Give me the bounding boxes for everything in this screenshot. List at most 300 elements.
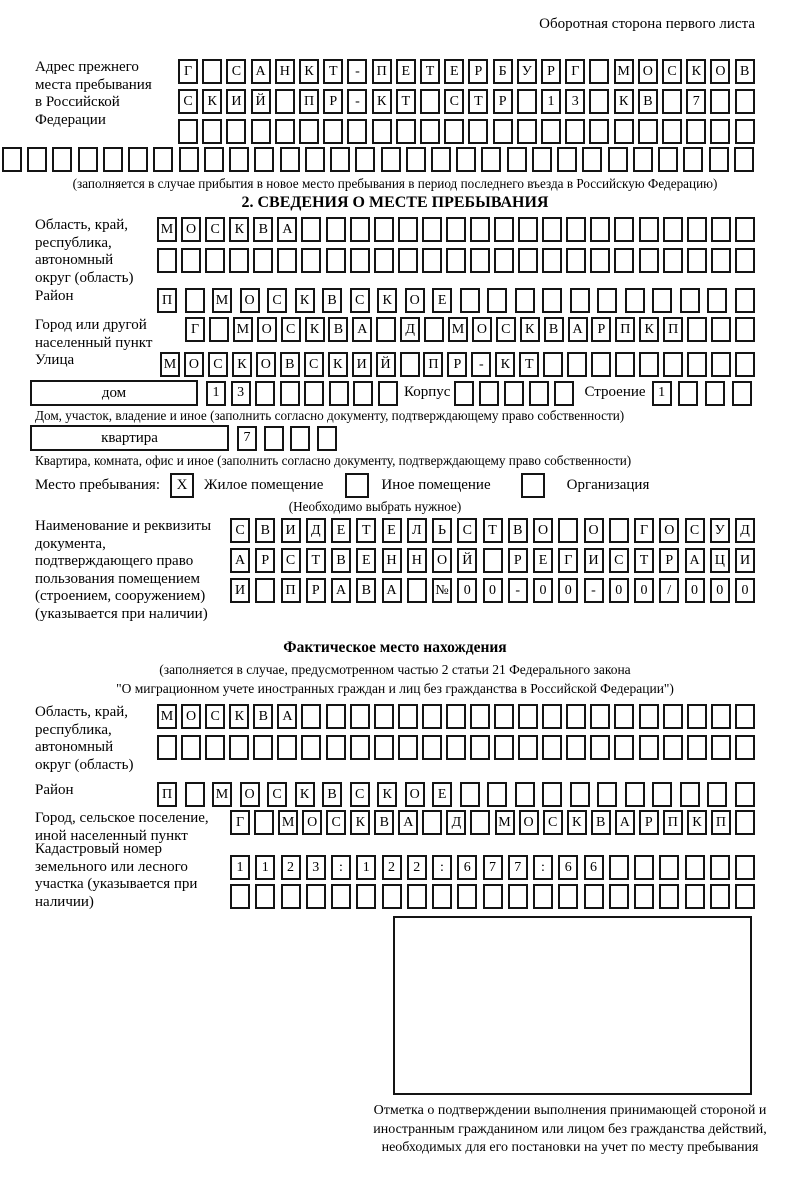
cell[interactable] (735, 89, 755, 114)
cell[interactable] (253, 248, 273, 273)
cell[interactable]: : (533, 855, 553, 880)
cell[interactable] (487, 782, 507, 807)
cell[interactable]: К (639, 317, 659, 342)
cell[interactable] (614, 248, 634, 273)
cell[interactable] (638, 119, 658, 144)
cell[interactable]: Д (306, 518, 326, 543)
cell[interactable]: 6 (457, 855, 477, 880)
cell[interactable]: Т (306, 548, 326, 573)
cell[interactable] (639, 248, 659, 273)
cell[interactable] (326, 248, 346, 273)
cell[interactable] (382, 884, 402, 909)
cell[interactable]: О (240, 782, 260, 807)
cell[interactable] (685, 884, 705, 909)
cell[interactable]: О (181, 217, 201, 242)
cell[interactable]: О (302, 810, 322, 835)
cell[interactable] (566, 704, 586, 729)
cell[interactable] (557, 147, 577, 172)
cell[interactable] (591, 352, 611, 377)
cell[interactable]: Д (400, 317, 420, 342)
cell[interactable] (529, 381, 549, 406)
cell[interactable]: К (495, 352, 515, 377)
cell[interactable]: Т (468, 89, 488, 114)
cell[interactable] (710, 884, 730, 909)
cell[interactable] (304, 381, 324, 406)
cell[interactable]: 0 (558, 578, 578, 603)
cell[interactable] (663, 735, 683, 760)
cell[interactable]: / (659, 578, 679, 603)
cell[interactable] (280, 147, 300, 172)
cell[interactable]: А (277, 217, 297, 242)
cell[interactable] (517, 89, 537, 114)
cell[interactable]: А (615, 810, 635, 835)
cell[interactable] (597, 288, 617, 313)
cell[interactable] (374, 248, 394, 273)
cell[interactable]: К (202, 89, 222, 114)
cell[interactable] (597, 782, 617, 807)
cell[interactable] (711, 248, 731, 273)
cell[interactable] (609, 884, 629, 909)
cell[interactable]: 0 (609, 578, 629, 603)
cell[interactable] (229, 735, 249, 760)
cell[interactable]: М (212, 782, 232, 807)
cell[interactable]: С (543, 810, 563, 835)
cell[interactable] (589, 119, 609, 144)
cell[interactable]: В (280, 352, 300, 377)
cell[interactable]: В (544, 317, 564, 342)
cell[interactable]: В (255, 518, 275, 543)
cell[interactable]: 7 (686, 89, 706, 114)
cell[interactable] (735, 217, 755, 242)
cell[interactable] (157, 248, 177, 273)
cell[interactable]: - (471, 352, 491, 377)
cell[interactable]: 7 (237, 426, 257, 451)
cell[interactable]: 6 (584, 855, 604, 880)
cell[interactable] (639, 217, 659, 242)
cell[interactable] (710, 89, 730, 114)
cell[interactable]: Б (493, 59, 513, 84)
house-box[interactable]: дом (30, 380, 198, 406)
cell[interactable] (570, 288, 590, 313)
cell[interactable] (494, 217, 514, 242)
cell[interactable]: П (281, 578, 301, 603)
cell[interactable]: К (567, 810, 587, 835)
cell[interactable]: П (615, 317, 635, 342)
cell[interactable] (543, 352, 563, 377)
cell[interactable] (255, 884, 275, 909)
cell[interactable]: В (322, 782, 342, 807)
cell[interactable]: П (663, 810, 683, 835)
cell[interactable]: С (444, 89, 464, 114)
cell[interactable]: С (326, 810, 346, 835)
cell[interactable] (470, 735, 490, 760)
cell[interactable] (735, 288, 755, 313)
cell[interactable] (457, 884, 477, 909)
cell[interactable] (683, 147, 703, 172)
cell[interactable]: К (229, 217, 249, 242)
cell[interactable] (625, 288, 645, 313)
checkbox-organization[interactable] (521, 473, 545, 498)
cell[interactable] (181, 735, 201, 760)
cell[interactable] (264, 426, 284, 451)
cell[interactable]: Г (558, 548, 578, 573)
cell[interactable]: К (350, 810, 370, 835)
cell[interactable] (479, 381, 499, 406)
cell[interactable]: А (277, 704, 297, 729)
cell[interactable]: Д (446, 810, 466, 835)
cell[interactable]: С (685, 518, 705, 543)
cell[interactable] (614, 119, 634, 144)
cell[interactable] (468, 119, 488, 144)
cell[interactable] (589, 89, 609, 114)
cell[interactable]: Р (508, 548, 528, 573)
cell[interactable] (558, 884, 578, 909)
cell[interactable]: Г (230, 810, 250, 835)
cell[interactable]: В (638, 89, 658, 114)
cell[interactable] (431, 147, 451, 172)
cell[interactable]: А (685, 548, 705, 573)
cell[interactable] (185, 782, 205, 807)
cell[interactable] (711, 704, 731, 729)
cell[interactable]: Е (533, 548, 553, 573)
cell[interactable]: И (352, 352, 372, 377)
cell[interactable] (202, 119, 222, 144)
cell[interactable]: С (350, 288, 370, 313)
cell[interactable]: А (230, 548, 250, 573)
cell[interactable]: Т (356, 518, 376, 543)
cell[interactable] (663, 248, 683, 273)
cell[interactable] (680, 782, 700, 807)
cell[interactable]: Р (323, 89, 343, 114)
cell[interactable] (517, 119, 537, 144)
cell[interactable] (639, 735, 659, 760)
cell[interactable]: - (347, 59, 367, 84)
cell[interactable] (639, 704, 659, 729)
cell[interactable]: М (278, 810, 298, 835)
cell[interactable] (570, 782, 590, 807)
cell[interactable]: С (457, 518, 477, 543)
cell[interactable] (470, 810, 490, 835)
cell[interactable] (444, 119, 464, 144)
cell[interactable] (735, 810, 755, 835)
cell[interactable] (301, 735, 321, 760)
cell[interactable]: 0 (710, 578, 730, 603)
cell[interactable] (589, 59, 609, 84)
cell[interactable]: Е (444, 59, 464, 84)
cell[interactable]: С (304, 352, 324, 377)
cell[interactable]: Р (659, 548, 679, 573)
cell[interactable]: Н (275, 59, 295, 84)
cell[interactable] (735, 119, 755, 144)
cell[interactable] (331, 884, 351, 909)
cell[interactable]: В (253, 704, 273, 729)
cell[interactable]: О (472, 317, 492, 342)
cell[interactable] (204, 147, 224, 172)
cell[interactable]: Г (634, 518, 654, 543)
cell[interactable] (290, 426, 310, 451)
cell[interactable] (565, 119, 585, 144)
cell[interactable] (178, 119, 198, 144)
cell[interactable] (518, 217, 538, 242)
cell[interactable] (566, 217, 586, 242)
cell[interactable] (347, 119, 367, 144)
cell[interactable] (446, 248, 466, 273)
cell[interactable] (735, 352, 755, 377)
cell[interactable] (542, 735, 562, 760)
cell[interactable] (255, 578, 275, 603)
cell[interactable] (229, 147, 249, 172)
cell[interactable]: Е (356, 548, 376, 573)
cell[interactable] (299, 119, 319, 144)
cell[interactable]: С (267, 782, 287, 807)
cell[interactable] (633, 147, 653, 172)
cell[interactable] (275, 89, 295, 114)
apartment-box[interactable]: квартира (30, 425, 229, 451)
cell[interactable] (634, 855, 654, 880)
cell[interactable]: К (520, 317, 540, 342)
cell[interactable] (614, 735, 634, 760)
cell[interactable] (381, 147, 401, 172)
cell[interactable]: 7 (483, 855, 503, 880)
cell[interactable] (542, 248, 562, 273)
cell[interactable] (356, 884, 376, 909)
cell[interactable]: С (226, 59, 246, 84)
cell[interactable]: В (253, 217, 273, 242)
cell[interactable] (662, 119, 682, 144)
cell[interactable] (659, 884, 679, 909)
cell[interactable] (78, 147, 98, 172)
cell[interactable] (398, 217, 418, 242)
cell[interactable] (470, 217, 490, 242)
cell[interactable] (542, 217, 562, 242)
cell[interactable] (407, 578, 427, 603)
cell[interactable]: П (372, 59, 392, 84)
cell[interactable]: А (352, 317, 372, 342)
cell[interactable] (422, 704, 442, 729)
cell[interactable]: С (350, 782, 370, 807)
cell[interactable]: 2 (281, 855, 301, 880)
cell[interactable] (254, 147, 274, 172)
cell[interactable] (326, 735, 346, 760)
cell[interactable] (301, 704, 321, 729)
cell[interactable]: К (687, 810, 707, 835)
cell[interactable] (687, 317, 707, 342)
cell[interactable]: Д (735, 518, 755, 543)
cell[interactable] (494, 735, 514, 760)
cell[interactable] (515, 288, 535, 313)
cell[interactable]: С (609, 548, 629, 573)
cell[interactable] (205, 248, 225, 273)
cell[interactable]: М (448, 317, 468, 342)
cell[interactable] (209, 317, 229, 342)
cell[interactable] (735, 317, 755, 342)
cell[interactable] (255, 381, 275, 406)
cell[interactable] (558, 518, 578, 543)
cell[interactable] (678, 381, 698, 406)
cell[interactable]: С (230, 518, 250, 543)
cell[interactable] (680, 288, 700, 313)
cell[interactable] (735, 704, 755, 729)
cell[interactable]: Е (432, 288, 452, 313)
cell[interactable]: К (305, 317, 325, 342)
cell[interactable]: 1 (255, 855, 275, 880)
cell[interactable] (658, 147, 678, 172)
cell[interactable]: О (184, 352, 204, 377)
cell[interactable]: 3 (565, 89, 585, 114)
cell[interactable]: Т (420, 59, 440, 84)
cell[interactable] (460, 782, 480, 807)
cell[interactable] (456, 147, 476, 172)
cell[interactable]: К (377, 288, 397, 313)
cell[interactable] (686, 119, 706, 144)
cell[interactable] (542, 288, 562, 313)
cell[interactable] (687, 248, 707, 273)
cell[interactable] (372, 119, 392, 144)
cell[interactable] (128, 147, 148, 172)
checkbox-residential[interactable]: X (170, 473, 194, 498)
cell[interactable] (590, 248, 610, 273)
cell[interactable] (652, 288, 672, 313)
cell[interactable]: П (157, 782, 177, 807)
cell[interactable]: А (382, 578, 402, 603)
cell[interactable] (374, 735, 394, 760)
cell[interactable] (687, 735, 707, 760)
cell[interactable]: В (508, 518, 528, 543)
cell[interactable] (355, 147, 375, 172)
cell[interactable] (735, 884, 755, 909)
cell[interactable]: С (178, 89, 198, 114)
cell[interactable]: Е (396, 59, 416, 84)
cell[interactable]: С (281, 548, 301, 573)
cell[interactable] (229, 248, 249, 273)
cell[interactable]: П (423, 352, 443, 377)
cell[interactable]: 6 (558, 855, 578, 880)
cell[interactable] (454, 381, 474, 406)
cell[interactable]: С (205, 704, 225, 729)
cell[interactable]: О (240, 288, 260, 313)
cell[interactable]: 0 (735, 578, 755, 603)
cell[interactable] (709, 147, 729, 172)
cell[interactable]: К (328, 352, 348, 377)
cell[interactable] (305, 147, 325, 172)
cell[interactable] (323, 119, 343, 144)
cell[interactable] (420, 89, 440, 114)
cell[interactable]: Н (382, 548, 402, 573)
cell[interactable] (518, 704, 538, 729)
cell[interactable]: О (659, 518, 679, 543)
cell[interactable] (652, 782, 672, 807)
cell[interactable] (179, 147, 199, 172)
cell[interactable]: Р (306, 578, 326, 603)
cell[interactable] (396, 119, 416, 144)
cell[interactable]: Т (323, 59, 343, 84)
cell[interactable] (422, 735, 442, 760)
cell[interactable] (541, 119, 561, 144)
cell[interactable]: М (212, 288, 232, 313)
cell[interactable] (306, 884, 326, 909)
cell[interactable] (705, 381, 725, 406)
cell[interactable] (205, 735, 225, 760)
cell[interactable] (406, 147, 426, 172)
cell[interactable]: 0 (634, 578, 654, 603)
cell[interactable] (350, 248, 370, 273)
cell[interactable] (254, 810, 274, 835)
cell[interactable]: П (157, 288, 177, 313)
cell[interactable] (567, 352, 587, 377)
cell[interactable] (659, 855, 679, 880)
cell[interactable] (494, 704, 514, 729)
cell[interactable]: Е (382, 518, 402, 543)
cell[interactable]: 3 (231, 381, 251, 406)
cell[interactable]: Г (178, 59, 198, 84)
cell[interactable] (542, 704, 562, 729)
cell[interactable]: К (295, 782, 315, 807)
cell[interactable] (614, 217, 634, 242)
cell[interactable] (226, 119, 246, 144)
cell[interactable] (301, 217, 321, 242)
cell[interactable] (634, 884, 654, 909)
cell[interactable] (275, 119, 295, 144)
cell[interactable] (566, 248, 586, 273)
cell[interactable] (732, 381, 752, 406)
cell[interactable]: Т (483, 518, 503, 543)
cell[interactable]: В (331, 548, 351, 573)
cell[interactable] (639, 352, 659, 377)
cell[interactable] (518, 248, 538, 273)
cell[interactable]: - (508, 578, 528, 603)
cell[interactable] (470, 704, 490, 729)
cell[interactable]: Т (519, 352, 539, 377)
cell[interactable]: 0 (533, 578, 553, 603)
cell[interactable] (326, 704, 346, 729)
cell[interactable]: И (735, 548, 755, 573)
cell[interactable] (566, 735, 586, 760)
cell[interactable] (301, 248, 321, 273)
cell[interactable]: 1 (652, 381, 672, 406)
cell[interactable] (494, 248, 514, 273)
cell[interactable]: А (398, 810, 418, 835)
cell[interactable] (707, 288, 727, 313)
cell[interactable]: 1 (356, 855, 376, 880)
cell[interactable] (329, 381, 349, 406)
cell[interactable] (735, 782, 755, 807)
cell[interactable]: Т (634, 548, 654, 573)
cell[interactable] (277, 735, 297, 760)
cell[interactable]: Е (331, 518, 351, 543)
cell[interactable]: Р (591, 317, 611, 342)
cell[interactable] (153, 147, 173, 172)
cell[interactable] (470, 248, 490, 273)
cell[interactable] (460, 288, 480, 313)
cell[interactable] (103, 147, 123, 172)
cell[interactable] (532, 147, 552, 172)
cell[interactable] (202, 59, 222, 84)
cell[interactable]: О (405, 782, 425, 807)
cell[interactable]: 2 (407, 855, 427, 880)
cell[interactable]: Т (396, 89, 416, 114)
cell[interactable] (330, 147, 350, 172)
cell[interactable] (609, 855, 629, 880)
cell[interactable] (554, 381, 574, 406)
cell[interactable] (353, 381, 373, 406)
cell[interactable] (710, 119, 730, 144)
cell[interactable]: И (281, 518, 301, 543)
cell[interactable] (590, 217, 610, 242)
cell[interactable] (508, 884, 528, 909)
cell[interactable] (422, 248, 442, 273)
cell[interactable]: И (226, 89, 246, 114)
cell[interactable]: В (356, 578, 376, 603)
